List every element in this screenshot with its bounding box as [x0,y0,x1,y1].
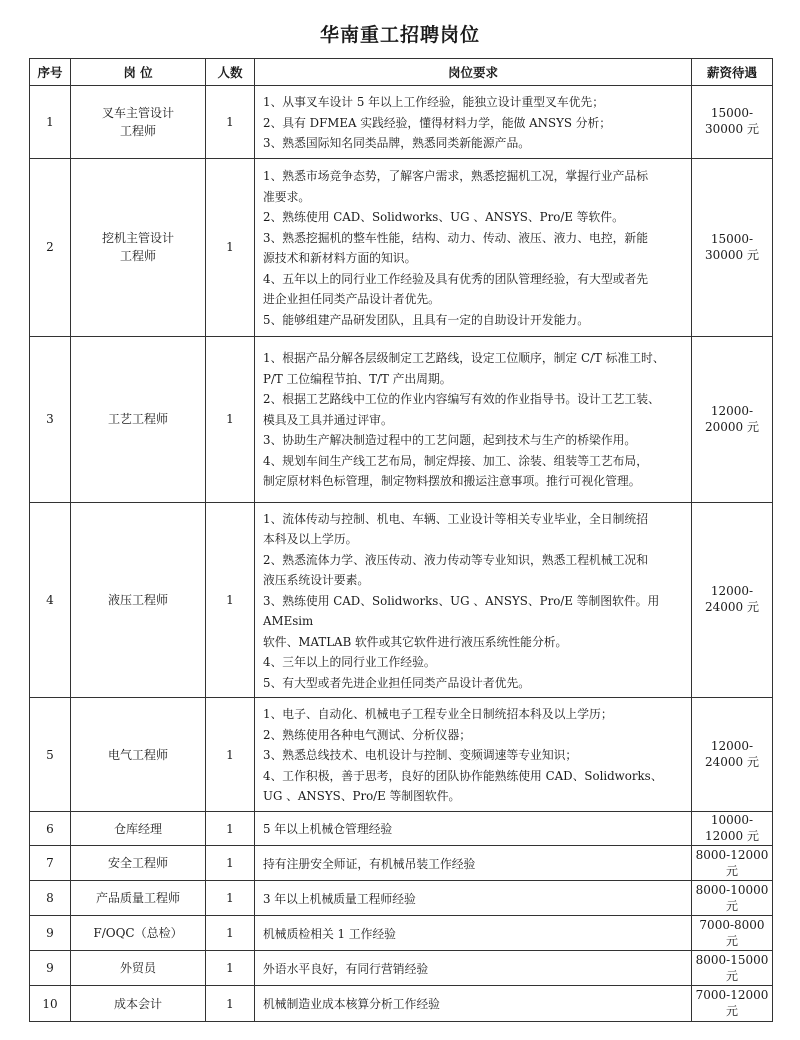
requirements-cell [255,698,692,812]
position-line: 仓库经理 [113,821,162,836]
requirements-cell [255,986,692,1022]
requirement-line: 1、从事叉车设计 5 年以上工作经验，能独立设计重型叉车优先； [263,95,605,109]
headcount-cell: 1 [206,336,255,502]
headcount-cell: 1 [206,86,255,159]
table-row [30,951,773,986]
table-row [30,916,773,951]
position-cell [71,916,206,951]
requirement-line: 2、熟练使用 CAD、Solidworks、UG 、ANSYS、Pro/E 等软件。 [263,210,624,224]
position-cell [71,158,206,336]
requirement-line: 3、协助生产解决制造过程中的工艺问题，起到技术与生产的桥梁作用。 [263,433,637,448]
requirement-line: UG 、ANSYS、Pro/E 等制图软件。 [263,789,461,804]
header-count: 人数 [206,59,255,86]
position-line: 工程师 [119,249,156,263]
salary-cell: 15000-30000 元 [692,86,773,159]
requirement-line: 4、三年以上的同行业工作经验。 [263,655,436,669]
row-number: 6 [30,812,71,846]
headcount-cell: 1 [206,916,255,951]
requirements-cell [255,812,692,846]
requirement-line: 液压系统设计要素。 [263,573,370,587]
requirement-line: 机械质检相关 1 工作经验 [263,926,396,941]
headcount-cell: 1 [206,986,255,1022]
headcount-cell: 1 [206,698,255,812]
row-number: 5 [30,698,71,812]
requirement-line: 1、熟悉市场竞争态势，了解客户需求，熟悉挖掘机工况，掌握行业产品标 [263,169,649,183]
salary-cell: 12000-20000 元 [692,336,773,502]
requirement-line: 5、能够组建产品研发团队，且具有一定的自助设计开发能力。 [263,312,590,327]
requirement-line: 进企业担任同类产品设计者优先。 [263,292,440,306]
requirement-line: 模具及工具并通过评审。 [263,412,393,427]
salary-cell: 8000-15000 元 [692,951,773,986]
requirement-line: 5 年以上机械仓管理经验 [263,822,393,837]
requirement-line: 3、熟悉国际知名同类品牌，熟悉同类新能源产品。 [263,136,531,150]
position-line: 安全工程师 [107,856,168,870]
requirement-line: 准要求。 [263,189,311,204]
requirement-line: P/T 工位编程节拍、T/T 产出周期。 [263,371,452,386]
position-line: 成本会计 [113,996,162,1011]
position-line: 电气工程师 [107,747,168,762]
row-number: 7 [30,846,71,881]
requirement-line: 5、有大型或者先进企业担任同类产品设计者优先。 [263,675,531,690]
row-number: 9 [30,916,71,951]
position-line: 叉车主管设计 [101,105,174,120]
position-line: 外贸员 [119,961,156,975]
row-number: 1 [30,86,71,159]
header-position: 岗 位 [71,59,206,86]
headcount-cell: 1 [206,881,255,916]
position-cell [71,986,206,1022]
requirement-line: 软件、MATLAB 软件或其它软件进行液压系统性能分析。 [263,634,568,649]
headcount-cell: 1 [206,812,255,846]
page-title: 华南重工招聘岗位 [319,24,480,46]
position-cell [71,698,206,812]
position-cell [71,86,206,159]
headcount-cell: 1 [206,158,255,336]
requirements-cell [255,502,692,698]
header-salary: 薪资待遇 [692,59,773,86]
headcount-cell: 1 [206,502,255,698]
table-row [30,336,773,502]
headcount-cell: 1 [206,846,255,881]
requirements-cell [255,881,692,916]
row-number: 10 [30,986,71,1022]
position-cell [71,812,206,846]
salary-cell: 10000-12000 元 [692,812,773,846]
table-row [30,86,773,159]
requirement-line: 4、规划车间生产线工艺布局，制定焊接、加工、涂装、组装等工艺布局， [263,453,649,468]
requirement-line: 源技术和新材料方面的知识。 [263,251,417,265]
table-row [30,846,773,881]
row-number: 8 [30,881,71,916]
requirement-line: 2、具有 DFMEA 实践经验，懂得材料力学，能做 ANSYS 分析； [263,115,612,130]
table-row [30,812,773,846]
row-number: 9 [30,951,71,986]
requirement-line: 4、五年以上的同行业工作经验及具有优秀的团队管理经验，有大型或者先 [263,271,649,286]
salary-cell: 7000-8000 元 [692,916,773,951]
job-table [29,58,773,1022]
requirement-line: 1、根据产品分解各层级制定工艺路线，设定工位顺序，制定 C/T 标准工时、 [263,351,665,366]
requirement-line: 3 年以上机械质量工程师经验 [263,891,416,906]
requirement-line: 制定原材料色标管理，制定物料摆放和搬运注意事项。推行可视化管理。 [263,474,641,489]
table-row [30,502,773,698]
header-requirements: 岗位要求 [255,59,692,86]
salary-cell: 12000-24000 元 [692,698,773,812]
requirements-cell [255,951,692,986]
table-header-row [30,59,773,86]
position-line: 液压工程师 [107,592,168,607]
requirements-cell [255,158,692,336]
row-number: 3 [30,336,71,502]
position-line: 工程师 [119,123,156,138]
salary-cell: 8000-10000 元 [692,881,773,916]
salary-cell: 7000-12000 元 [692,986,773,1022]
requirement-line: 外语水平良好，有同行营销经验 [263,961,429,976]
position-cell [71,846,206,881]
table-row [30,881,773,916]
requirement-line: 1、电子、自动化、机械电子工程专业全日制统招本科及以上学历； [263,707,613,722]
position-cell [71,881,206,916]
table-row [30,158,773,336]
requirement-line: 持有注册安全师证，有机械吊装工作经验 [263,856,476,871]
position-line: 产品质量工程师 [95,891,180,905]
requirement-line: 本科及以上学历。 [263,532,358,546]
requirement-line: 3、熟练使用 CAD、Solidworks、UG 、ANSYS、Pro/E 等制图软件。用 AMEsim [263,593,660,628]
position-cell [71,336,206,502]
position-line: 工艺工程师 [107,412,168,426]
salary-cell: 8000-12000 元 [692,846,773,881]
requirement-line: 2、熟悉流体力学、液压传动、液力传动等专业知识，熟悉工程机械工况和 [263,552,649,567]
row-number: 2 [30,158,71,336]
requirements-cell [255,846,692,881]
requirements-cell [255,916,692,951]
requirement-line: 1、流体传动与控制、机电、车辆、工业设计等相关专业毕业，全日制统招 [263,511,649,526]
salary-cell: 12000-24000 元 [692,502,773,698]
position-line: 挖机主管设计 [101,231,174,245]
requirement-line: 3、熟悉挖掘机的整车性能，结构、动力、传动、液压、液力、电控，新能 [263,230,649,245]
requirement-line: 4、工作积极，善于思考，良好的团队协作能熟练使用 CAD、Solidworks、 [263,768,663,783]
headcount-cell: 1 [206,951,255,986]
table-row [30,986,773,1022]
requirement-line: 2、熟练使用各种电气测试、分析仪器； [263,727,472,742]
table-row [30,698,773,812]
requirements-cell [255,86,692,159]
requirement-line: 2、根据工艺路线中工位的作业内容编写有效的作业指导书。设计工艺工装、 [263,392,660,407]
requirement-line: 机械制造业成本核算分析工作经验 [263,997,440,1012]
salary-cell: 15000-30000 元 [692,158,773,336]
requirement-line: 3、熟悉总线技术、电机设计与控制、变频调速等专业知识； [263,748,578,763]
position-line: F/OQC（总检） [93,926,183,940]
position-cell [71,502,206,698]
header-no: 序号 [30,59,71,86]
row-number: 4 [30,502,71,698]
position-cell [71,951,206,986]
requirements-cell [255,336,692,502]
